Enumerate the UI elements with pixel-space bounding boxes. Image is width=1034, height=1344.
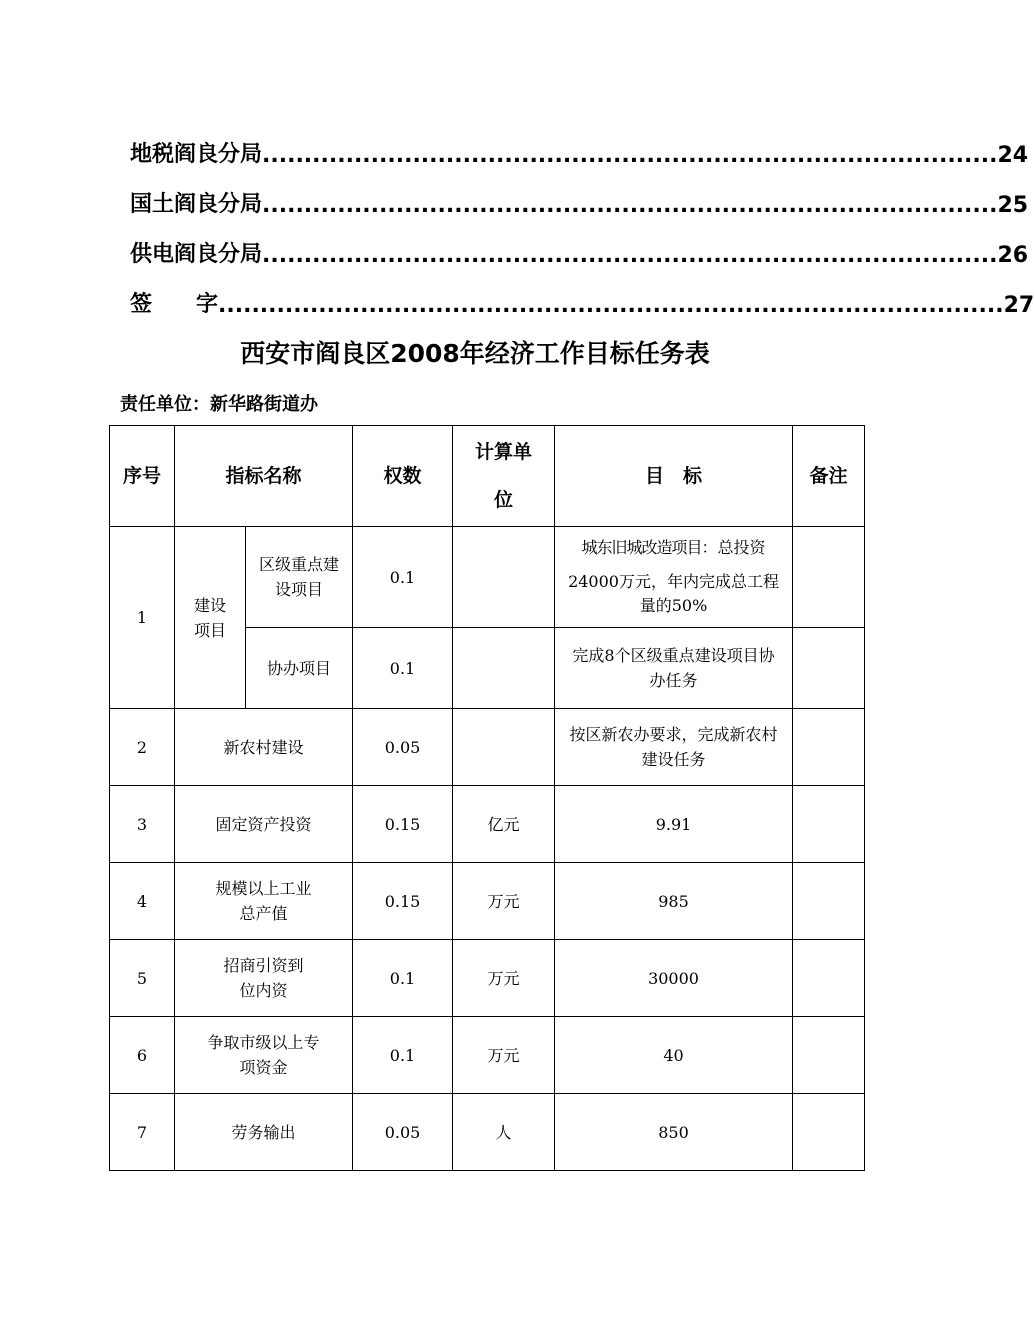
cell-unit: 亿元 [453, 786, 555, 863]
header-target: 目 标 [555, 426, 793, 527]
target-text: 24000万元，年内完成总工程量的50% [568, 572, 779, 615]
cell-seq: 1 [110, 527, 175, 709]
target-text: ：总投资 [701, 538, 766, 557]
toc-entry-label: 供电阎良分局 [130, 242, 263, 267]
cell-indicator-name: 争取市级以上专项资金 [175, 1017, 353, 1094]
header-weight: 权数 [353, 426, 453, 527]
cell-weight: 0.05 [353, 709, 453, 786]
cell-remark [793, 527, 865, 628]
header-indicator: 指标名称 [175, 426, 353, 527]
toc-entry-label: 签 字 [130, 292, 219, 317]
cell-weight: 0.1 [353, 628, 453, 709]
table-row [110, 940, 865, 1017]
cell-unit: 万元 [453, 1017, 555, 1094]
cell-target [555, 527, 793, 628]
cell-unit: 万元 [453, 940, 555, 1017]
cell-seq: 6 [110, 1017, 175, 1094]
cell-seq: 7 [110, 1094, 175, 1171]
cell-remark [793, 709, 865, 786]
cell-target: 40 [555, 1017, 793, 1094]
table-row [110, 786, 865, 863]
header-remark: 备注 [793, 426, 865, 527]
cell-weight: 0.15 [353, 863, 453, 940]
cell-indicator-name: 新农村建设 [175, 709, 353, 786]
cell-target: 30000 [555, 940, 793, 1017]
cell-unit [453, 709, 555, 786]
table-row [110, 1017, 865, 1094]
toc-page-number: 24 [997, 143, 1029, 168]
cell-target: 按区新农办要求，完成新农村建设任务 [555, 709, 793, 786]
cell-indicator-name: 规模以上工业总产值 [175, 863, 353, 940]
toc-page-number: 27 [1003, 293, 1034, 318]
toc-entry[interactable] [130, 288, 1034, 318]
cell-indicator-name: 招商引资到位内资 [175, 940, 353, 1017]
cell-weight: 0.1 [353, 527, 453, 628]
toc-leader-dots: .............................................................................................. [218, 293, 1004, 318]
header-unit-line1: 计算单 [475, 441, 533, 463]
cell-remark [793, 863, 865, 940]
document-title: 西安市阎良区2008年经济工作目标任务表 [240, 339, 710, 368]
table-row [110, 709, 865, 786]
toc-leader-dots: ........................................................................................ [262, 193, 998, 218]
cell-indicator-name: 区级重点建设项目 [246, 527, 353, 628]
cell-remark [793, 940, 865, 1017]
cell-target: 850 [555, 1094, 793, 1171]
cell-weight: 0.05 [353, 1094, 453, 1171]
toc-entry[interactable] [130, 138, 1029, 168]
table-row [110, 1094, 865, 1171]
toc-entry[interactable] [130, 188, 1029, 218]
cell-seq: 3 [110, 786, 175, 863]
cell-weight: 0.15 [353, 786, 453, 863]
header-unit-line2: 位 [494, 489, 514, 511]
cell-seq: 4 [110, 863, 175, 940]
cell-weight: 0.1 [353, 1017, 453, 1094]
cell-seq: 2 [110, 709, 175, 786]
cell-indicator-name: 劳务输出 [175, 1094, 353, 1171]
cell-unit: 人 [453, 1094, 555, 1171]
cell-remark [793, 628, 865, 709]
cell-remark [793, 1017, 865, 1094]
table-header-row [110, 426, 865, 527]
cell-weight: 0.1 [353, 940, 453, 1017]
cell-unit [453, 527, 555, 628]
responsible-unit: 责任单位：新华路街道办 [120, 394, 318, 415]
toc-entry-label: 国土阎良分局 [130, 192, 263, 217]
cell-indicator-name: 固定资产投资 [175, 786, 353, 863]
cell-remark [793, 1094, 865, 1171]
toc-page-number: 25 [997, 193, 1029, 218]
header-unit [453, 426, 555, 527]
cell-remark [793, 786, 865, 863]
toc-entry[interactable] [130, 238, 1029, 268]
cell-unit: 万元 [453, 863, 555, 940]
cell-unit [453, 628, 555, 709]
toc-leader-dots: ........................................................................................ [262, 243, 998, 268]
cell-target: 9.91 [555, 786, 793, 863]
cell-indicator-name: 协办项目 [246, 628, 353, 709]
target-highlight: 城东旧城改造项目 [581, 538, 702, 557]
table-row [110, 527, 865, 628]
toc-entry-label: 地税阎良分局 [130, 142, 263, 167]
cell-category: 建设项目 [175, 527, 246, 709]
cell-seq: 5 [110, 940, 175, 1017]
table-row [110, 863, 865, 940]
toc-page-number: 26 [997, 243, 1029, 268]
header-seq: 序号 [110, 426, 175, 527]
target-task-table [109, 425, 865, 1171]
toc-leader-dots: ........................................................................................ [262, 143, 998, 168]
cell-target: 985 [555, 863, 793, 940]
cell-target: 完成8个区级重点建设项目协办任务 [555, 628, 793, 709]
